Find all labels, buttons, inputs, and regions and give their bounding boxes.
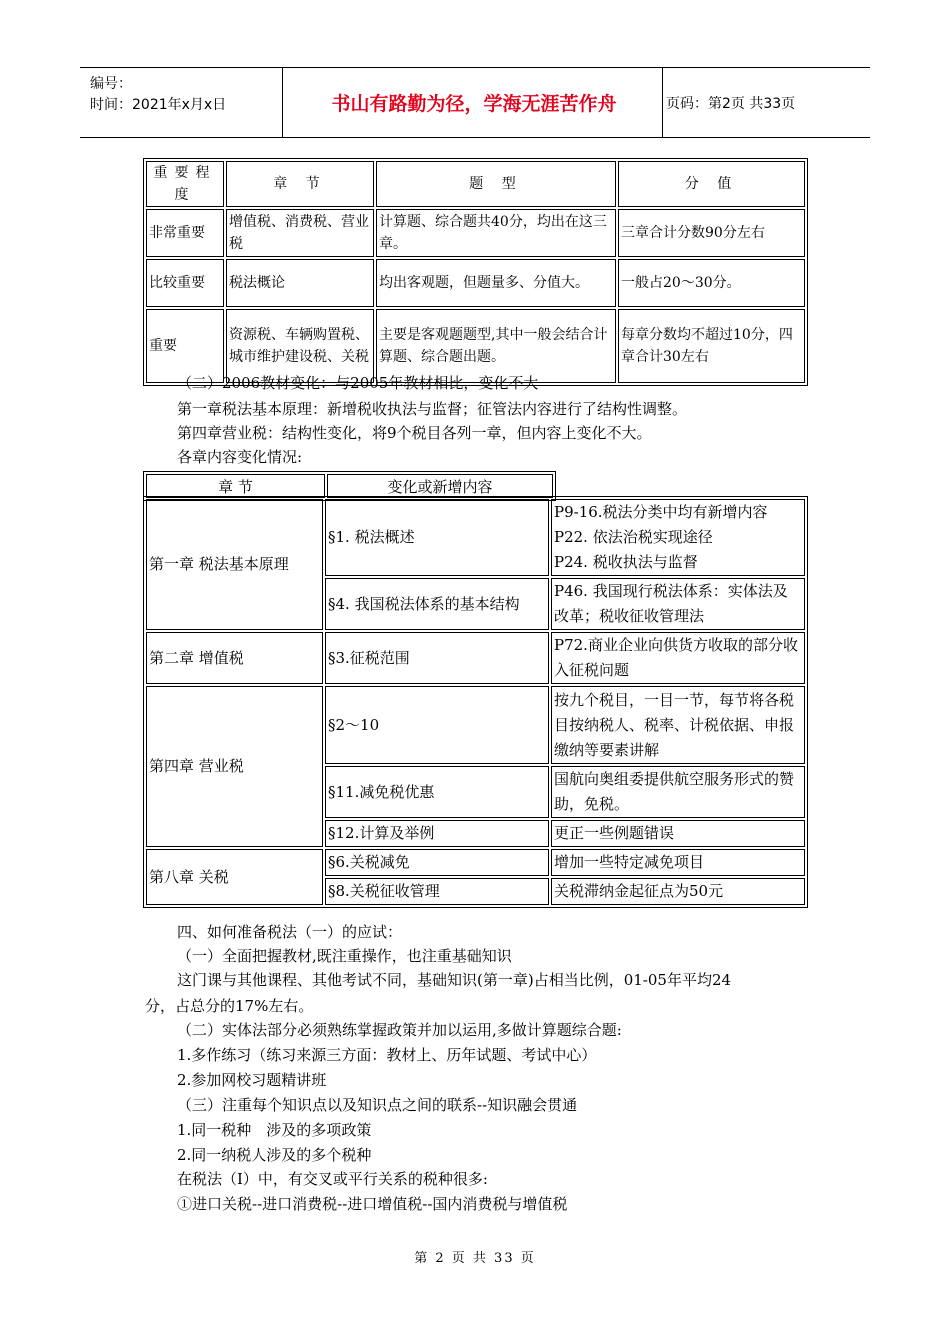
- paragraph: （三）注重每个知识点以及知识点之间的联系--知识融会贯通: [177, 1096, 578, 1114]
- chapter-cell: 第二章 增值税: [146, 632, 323, 684]
- content-cell: 增加一些特定减免项目: [551, 849, 805, 876]
- page-header: [80, 67, 870, 138]
- header-divider: [282, 68, 283, 137]
- importance-table: [143, 158, 808, 386]
- paragraph: 在税法（Ⅰ）中，有交叉或平行关系的税种很多:: [177, 1170, 488, 1188]
- paragraph: 1.多作练习（练习来源三方面：教材上、历年试题、考试中心）: [177, 1046, 597, 1064]
- doc-time: 时间：2021年x月x日: [90, 97, 227, 113]
- section-cell: §6.关税减免: [325, 849, 549, 876]
- table-cell: 三章合计分数90分左右: [618, 209, 805, 257]
- section-cell: §2～10: [325, 686, 549, 764]
- table-cell: 每章分数均不超过10分，四章合计30左右: [618, 309, 805, 383]
- table-cell: 比较重要: [146, 259, 224, 307]
- table-row: [146, 499, 805, 576]
- header-cell: 题 型: [376, 161, 616, 207]
- paragraph: 第一章税法基本原理：新增税收执法与监督；征管法内容进行了结构性调整。: [177, 400, 688, 418]
- paragraph: 2.同一纳税人涉及的多个税种: [177, 1146, 372, 1164]
- paragraph: 各章内容变化情况:: [177, 448, 303, 466]
- table-cell: 资源税、车辆购置税、城市维护建设税、关税: [226, 309, 374, 383]
- paragraph: 这门课与其他课程、其他考试不同，基础知识(第一章)占相当比例，01-05年平均24: [177, 971, 732, 989]
- content-cell: P9-16.税法分类中均有新增内容 P22. 依法治税实现途径 P24. 税收执法与监督: [551, 499, 805, 576]
- paragraph: 分，占总分的17%左右。: [145, 997, 314, 1015]
- header-motto: 书山有路勤为径，学海无涯苦作舟: [331, 93, 617, 115]
- content-cell: P72.商业企业向供货方收取的部分收入征税问题: [551, 632, 805, 684]
- table-cell: 增值税、消费税、营业税: [226, 209, 374, 257]
- header-cell: 重要程度: [146, 161, 224, 207]
- table-cell: 非常重要: [146, 209, 224, 257]
- paragraph: 第四章营业税：结构性变化，将9个税目各列一章，但内容上变化不大。: [177, 424, 652, 442]
- chapter-cell: 第一章 税法基本原理: [146, 499, 323, 630]
- section-cell: §12.计算及举例: [325, 820, 549, 847]
- header-page-number: 页码：第2页 共33页: [666, 95, 796, 112]
- page-footer: 第 2 页 共 33 页: [414, 1251, 536, 1266]
- table-cell: 计算题、综合题共40分，均出在这三章。: [376, 209, 616, 257]
- table-cell: 一般占20～30分。: [618, 259, 805, 307]
- table-cell: 重要: [146, 309, 224, 383]
- section-title: 四、如何准备税法（一）的应试：: [177, 923, 403, 941]
- table-row: [146, 632, 805, 684]
- section-cell: §4. 我国税法体系的基本结构: [325, 578, 549, 630]
- section-cell: §11.减免税优惠: [325, 766, 549, 818]
- paragraph: （一）全面把握教材,既注重操作，也注重基础知识: [177, 947, 512, 965]
- section-cell: §3.征税范围: [325, 632, 549, 684]
- header-meta: [90, 74, 226, 116]
- chapter-cell: 第四章 营业税: [146, 686, 323, 847]
- section-title: （二）2006教材变化：与2005年教材相比，变化不大: [177, 374, 539, 392]
- table-row: [146, 686, 805, 764]
- paragraph: 2.参加网校习题精讲班: [177, 1071, 327, 1089]
- table-cell: 均出客观题，但题量多、分值大。: [376, 259, 616, 307]
- section-cell: §1. 税法概述: [325, 499, 549, 576]
- paragraph: ①进口关税--进口消费税--进口增值税--国内消费税与增值税: [177, 1195, 568, 1213]
- header-cell: 章 节: [146, 474, 325, 498]
- table-row: [146, 849, 805, 876]
- header-cell: 变化或新增内容: [327, 474, 553, 498]
- content-cell: 按九个税目，一目一节，每节将各税目按纳税人、税率、计税依据、申报缴纳等要素讲解: [551, 686, 805, 764]
- header-cell: 分 值: [618, 161, 805, 207]
- changes-table: [143, 496, 808, 908]
- content-cell: P46. 我国现行税法体系：实体法及改革；税收征收管理法: [551, 578, 805, 630]
- section-cell: §8.关税征收管理: [325, 878, 549, 905]
- content-cell: 国航向奥组委提供航空服务形式的赞助，免税。: [551, 766, 805, 818]
- table-cell: 税法概论: [226, 259, 374, 307]
- table-cell: 主要是客观题题型,其中一般会结合计算题、综合题出题。: [376, 309, 616, 383]
- chapter-cell: 第八章 关税: [146, 849, 323, 905]
- paragraph: （二）实体法部分必须熟练掌握政策并加以运用,多做计算题综合题:: [177, 1021, 622, 1039]
- content-cell: 更正一些例题错误: [551, 820, 805, 847]
- table-row: [146, 209, 805, 257]
- doc-code: 编号：: [90, 76, 132, 92]
- paragraph: 1.同一税种 涉及的多项政策: [177, 1121, 372, 1139]
- content-cell: 关税滞纳金起征点为50元: [551, 878, 805, 905]
- table-row: [146, 259, 805, 307]
- table-header-row: [146, 161, 805, 207]
- header-cell: 章 节: [226, 161, 374, 207]
- header-divider: [662, 68, 663, 137]
